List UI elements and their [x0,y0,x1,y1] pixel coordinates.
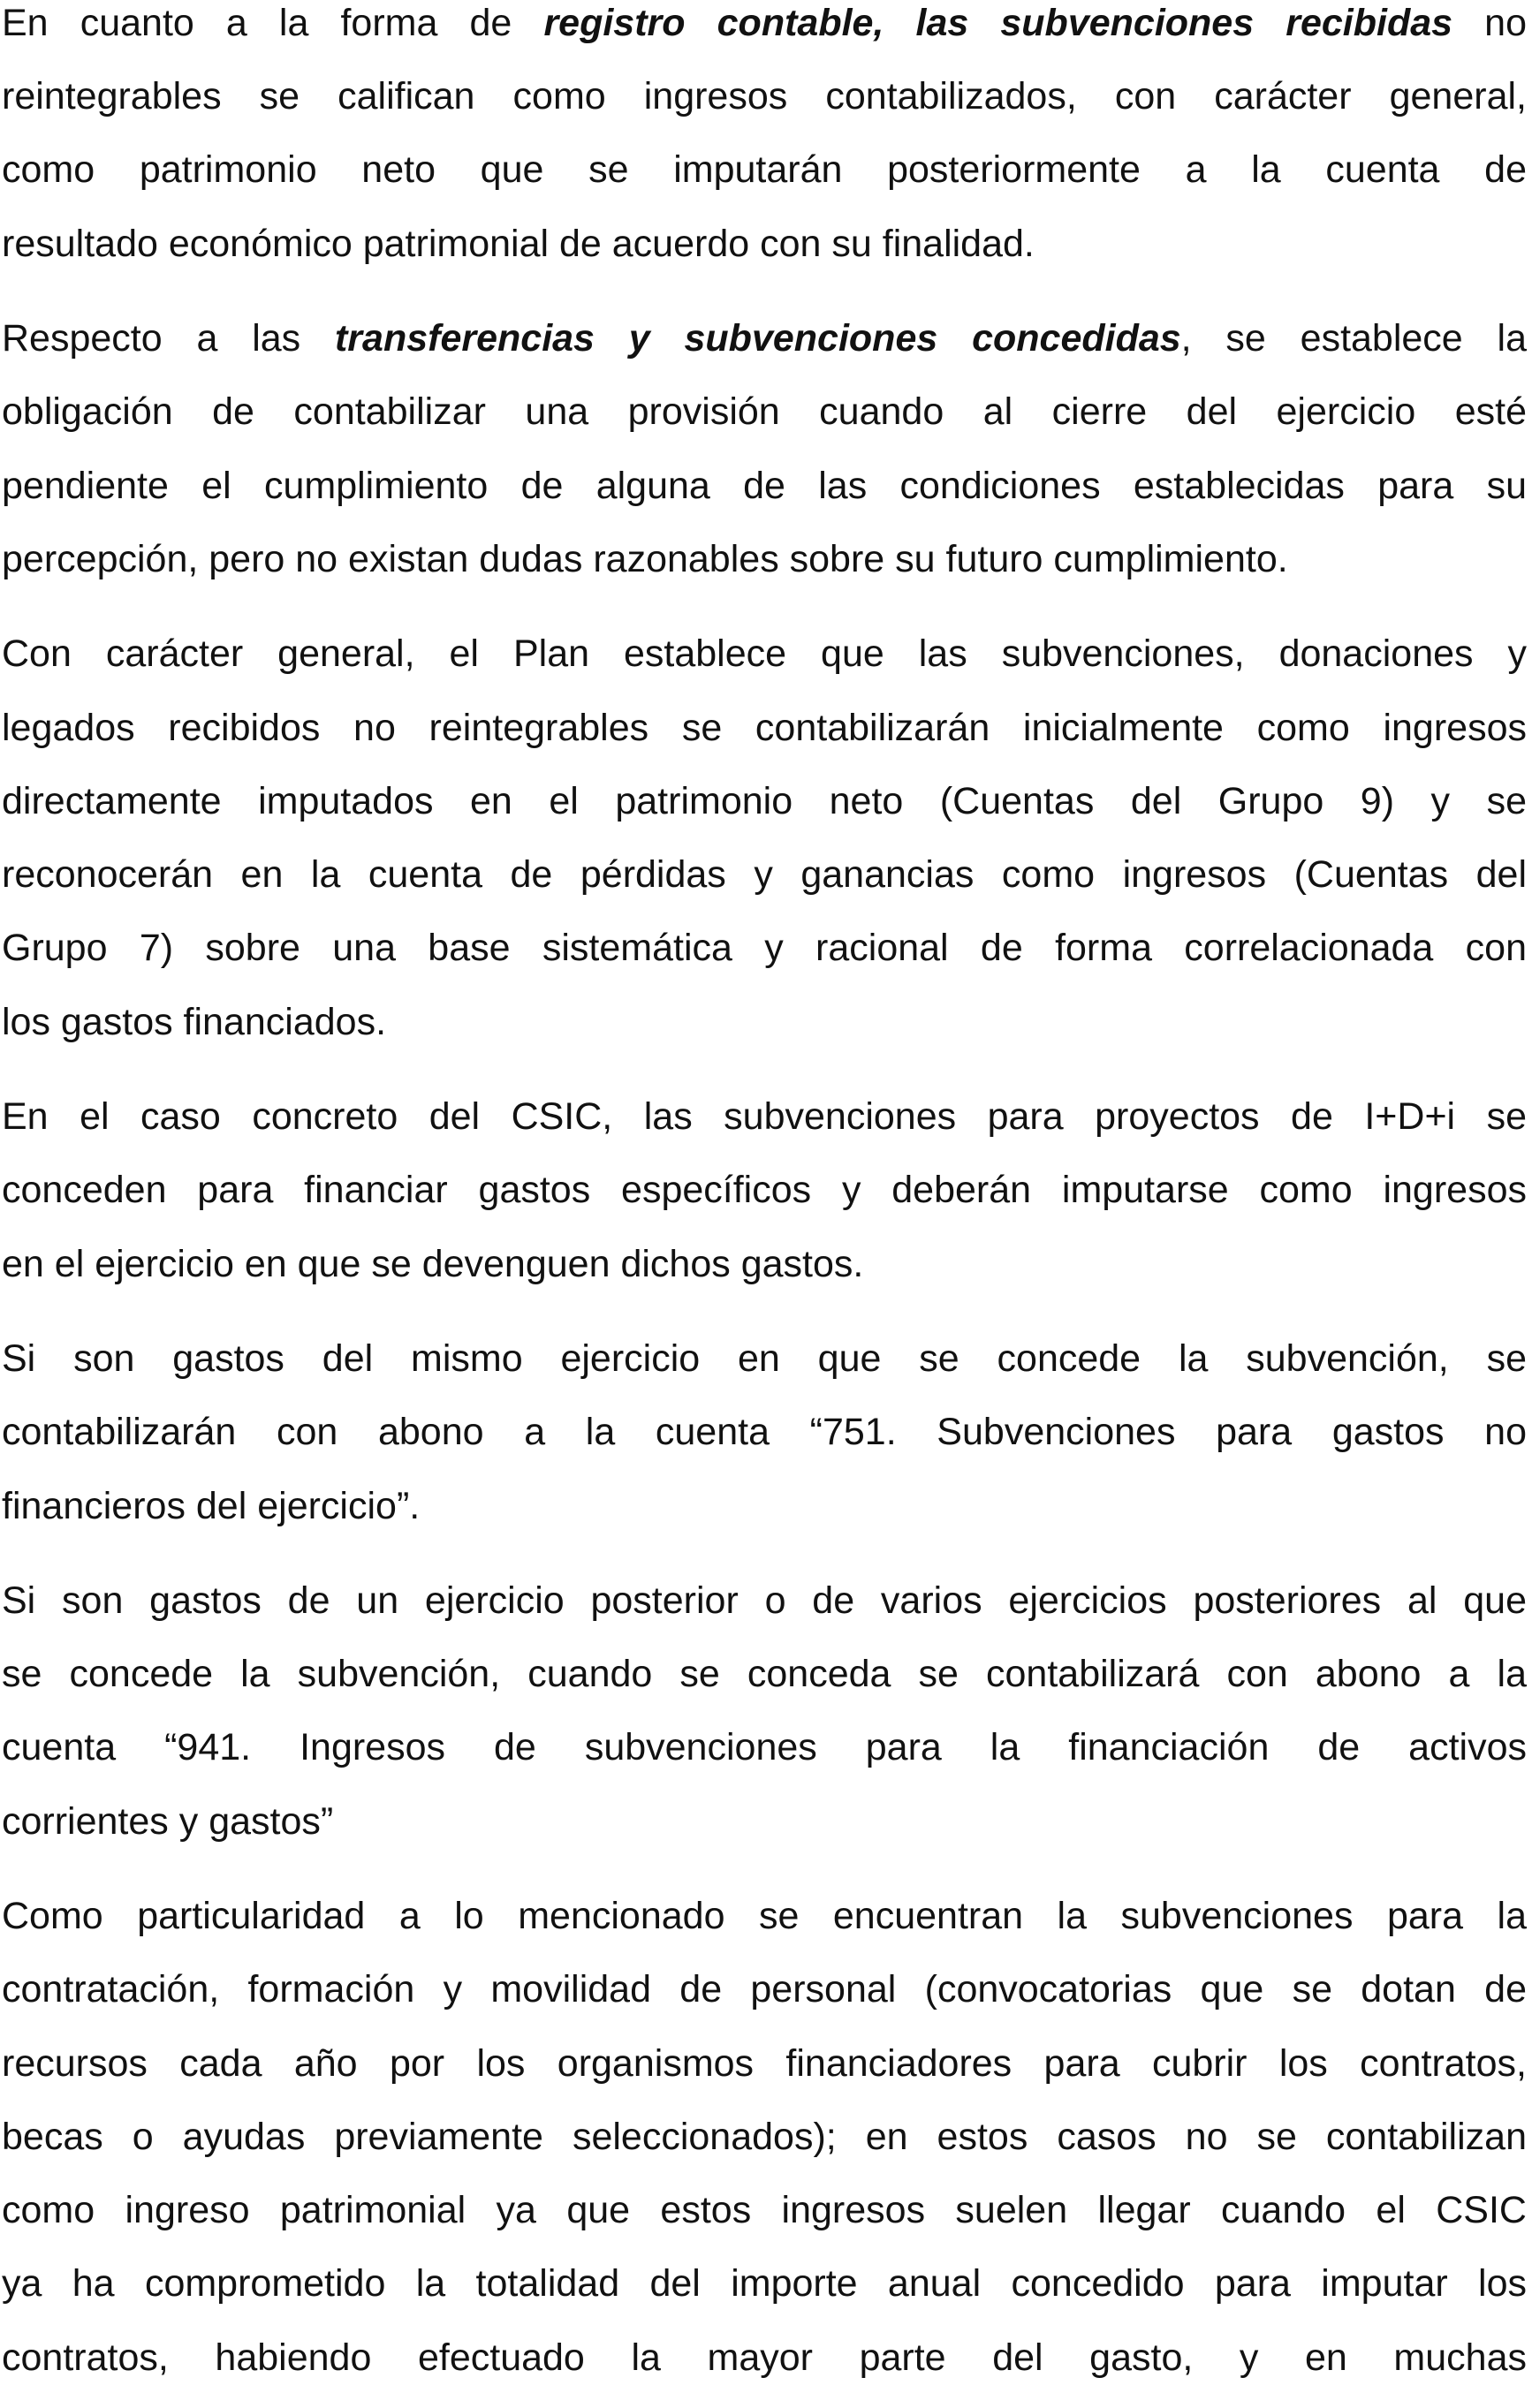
line-text: no [1452,2,1527,44]
line-text: Si son gastos de un ejercicio posterior o de varios ejercicios posteriores al que [2,1579,1527,1622]
line-text: Como particularidad a lo mencionado se encuentran la subvenciones para la [2,1895,1527,1937]
line-text: los gastos financiados. [2,1001,387,1043]
text-line [2,1238,1527,1291]
line-text: becas o ayudas previamente seleccionados); en estos casos no se contabilizan [2,2116,1527,2158]
line-text: en el ejercicio en que se devenguen dichos gastos. [2,1243,864,1285]
text-line [2,1332,1527,1385]
line-text: legados recibidos no reintegrables se contabilizarán inicialmente como ingresos [2,707,1527,749]
text-line [2,701,1527,754]
text-line [2,70,1527,123]
text-line [2,459,1527,512]
line-text: directamente imputados en el patrimonio neto (Cuentas del Grupo 9) y se [2,780,1527,822]
line-text: Grupo 7) sobre una base sistemática y racional de forma correlacionada con [2,927,1527,969]
line-text: resultado económico patrimonial de acuerdo con su finalidad. [2,223,1035,265]
text-line [2,143,1527,196]
text-line [2,1647,1527,1700]
line-text: como patrimonio neto que se imputarán posteriormente a la cuenta de [2,148,1527,191]
line-text: , se establece la [1180,317,1528,360]
line-text: reconocerán en la cuenta de pérdidas y ganancias como ingresos (Cuentas del [2,853,1527,896]
line-text: reintegrables se califican como ingresos contabilizados, con carácter general, [2,75,1527,117]
line-text: En cuanto a la forma de [2,2,544,44]
text-line [2,1963,1527,2016]
text-line [2,2184,1527,2237]
text-line [2,1090,1527,1143]
text-line [2,775,1527,828]
text-line [2,921,1527,974]
line-text: recursos cada año por los organismos financiadores para cubrir los contratos, [2,2042,1527,2085]
text-line [2,533,1527,586]
line-text: se concede la subvención, cuando se conceda se contabilizará con abono a la [2,1653,1527,1695]
emphasized-term: registro contable, las subvenciones recibidas [543,2,1453,44]
line-text: cuenta “941. Ingresos de subvenciones para la financiación de activos [2,1726,1527,1768]
line-text: contratación, formación y movilidad de personal (convocatorias que se dotan de [2,1968,1527,2010]
emphasized-term: transferencias y subvenciones concedidas [334,317,1181,360]
text-line [2,1480,1527,1533]
text-line [2,1721,1527,1774]
line-text: Si son gastos del mismo ejercicio en que se concede la subvención, se [2,1337,1527,1380]
text-line [2,2331,1527,2384]
text-line [2,2257,1527,2310]
line-text: como ingreso patrimonial ya que estos ingresos suelen llegar cuando el CSIC [2,2189,1527,2231]
text-line [2,1889,1527,1942]
line-text: En el caso concreto del CSIC, las subvenciones para proyectos de I+D+i se [2,1095,1527,1138]
text-line [2,996,1527,1049]
text-line [2,1795,1527,1848]
line-text: contratos, habiendo efectuado la mayor parte del gasto, y en muchas [2,2336,1527,2379]
text-line [2,0,1527,49]
text-line [2,1163,1527,1216]
line-text: corrientes y gastos” [2,1800,334,1843]
line-text: contabilizarán con abono a la cuenta “751. Subvenciones para gastos no [2,1411,1527,1453]
line-text: ya ha comprometido la totalidad del importe anual concedido para imputar los [2,2262,1527,2305]
text-line [2,2037,1527,2090]
text-line [2,217,1527,270]
text-line [2,1405,1527,1458]
line-text: percepción, pero no existan dudas razonables sobre su futuro cumplimiento. [2,538,1288,580]
line-text: Respecto a las [2,317,335,360]
text-line [2,627,1527,680]
text-line [2,385,1527,438]
text-line [2,1574,1527,1627]
line-text: conceden para financiar gastos específicos y deberán imputarse como ingresos [2,1169,1527,1211]
line-text: pendiente el cumplimiento de alguna de las condiciones establecidas para su [2,465,1527,507]
line-text: Con carácter general, el Plan establece que las subvenciones, donaciones y [2,632,1527,675]
text-line [2,2110,1527,2163]
line-text: obligación de contabilizar una provisión cuando al cierre del ejercicio esté [2,390,1527,433]
text-line [2,312,1527,365]
line-text: financieros del ejercicio”. [2,1485,421,1527]
text-line [2,848,1527,901]
